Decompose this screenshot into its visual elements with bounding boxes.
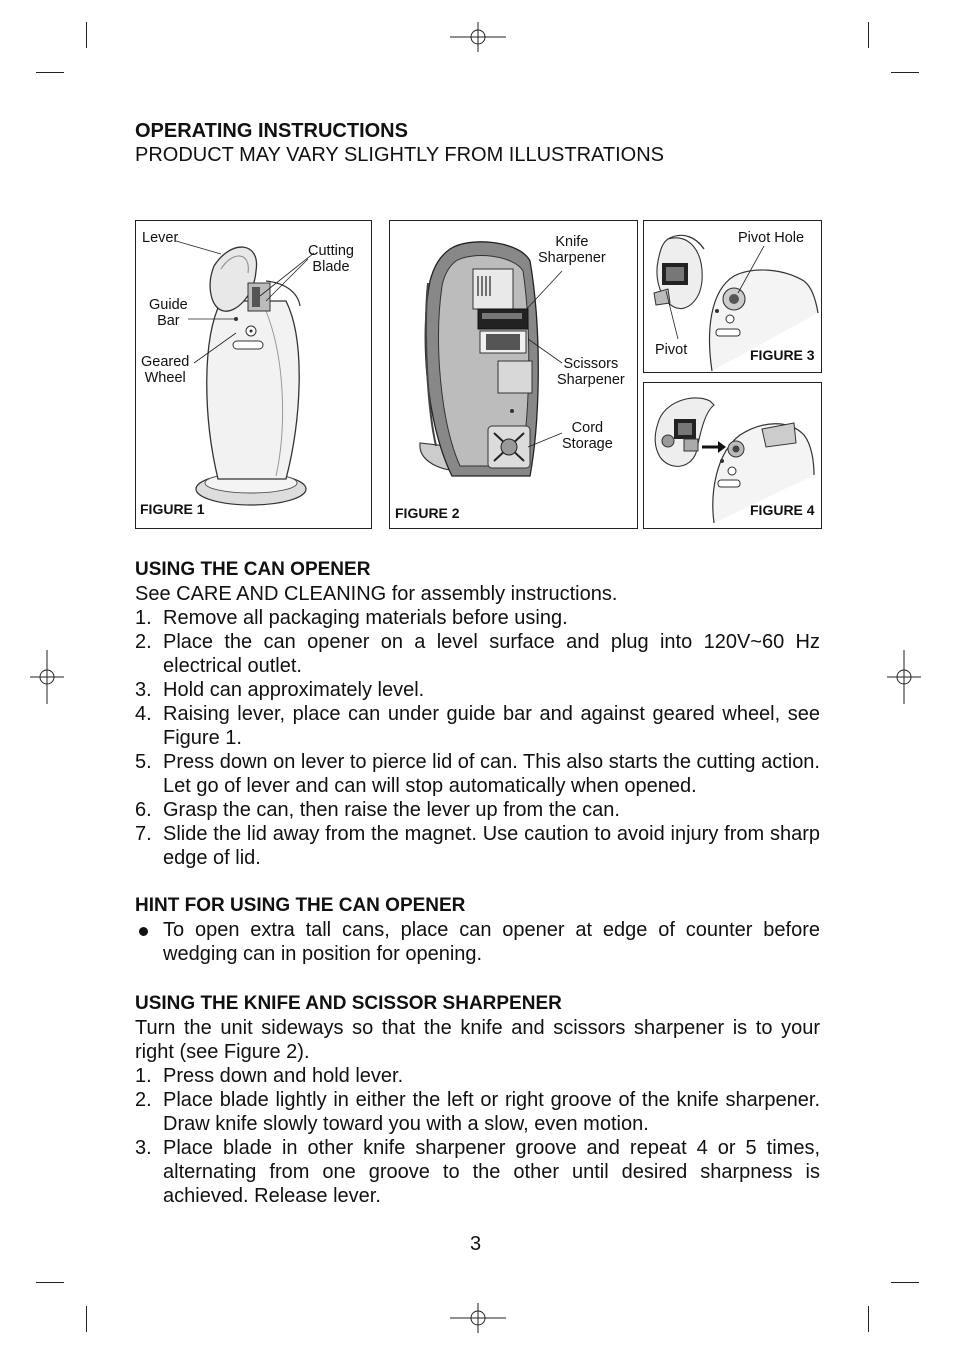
section-hint	[135, 894, 820, 966]
callout-geared-wheel: Geared Wheel	[141, 354, 190, 386]
figure-4	[643, 382, 822, 529]
crop-mark	[36, 1282, 64, 1283]
list-item: 3. Hold can approximately level.	[135, 679, 425, 701]
crop-mark	[868, 22, 869, 48]
section-sharpener	[135, 992, 820, 1208]
registration-mark-top	[450, 22, 506, 52]
figure-3-label: FIGURE 3	[750, 347, 815, 363]
page-title: OPERATING INSTRUCTIONS	[135, 120, 408, 142]
list-item: 7. Slide the lid away from the magnet. Use caution to avoid injury from sharp edge of lid.	[135, 823, 820, 869]
list-item: To open extra tall cans, place can opener at edge of counter before wedging can in position for opening.	[135, 918, 820, 966]
steps-list	[135, 606, 820, 870]
figure-1-label: FIGURE 1	[140, 501, 205, 517]
section-heading: HINT FOR USING THE CAN OPENER	[135, 895, 466, 916]
callout-cutting-blade: Cutting Blade	[308, 243, 354, 275]
crop-mark	[891, 72, 919, 73]
section-heading: USING THE CAN OPENER	[135, 559, 371, 580]
list-item: 4. Raising lever, place can under guide bar and against geared wheel, see Figure 1.	[135, 703, 820, 749]
callout-guide-bar: Guide Bar	[149, 297, 188, 329]
callout-pivot-hole: Pivot Hole	[738, 230, 805, 246]
list-item: 6. Grasp the can, then raise the lever up from the can.	[135, 799, 620, 821]
figure-1	[135, 220, 372, 529]
list-item: 2. Place the can opener on a level surface and plug into 120V~60 Hz electrical outlet.	[135, 631, 820, 677]
list-item: 5. Press down on lever to pierce lid of can. This also starts the cutting action. Let go of lever and can will stop automatically when opened.	[135, 751, 820, 797]
figure-2-label: FIGURE 2	[395, 505, 460, 521]
page-subtitle: PRODUCT MAY VARY SLIGHTLY FROM ILLUSTRATIONS	[135, 144, 665, 166]
figure-4-label: FIGURE 4	[750, 502, 815, 518]
registration-mark-right	[887, 650, 921, 704]
callout-lever: Lever	[142, 230, 179, 246]
crop-mark	[891, 1282, 919, 1283]
list-item: 1. Remove all packaging materials before using.	[135, 607, 568, 629]
callout-cord-storage: Cord Storage	[562, 420, 613, 452]
crop-mark	[86, 22, 87, 48]
crop-mark	[868, 1306, 869, 1332]
section-intro: Turn the unit sideways so that the knife and scissors sharpener is to your right (see Figure 2).	[135, 1017, 820, 1063]
section-using-can-opener	[135, 558, 820, 870]
section-heading: USING THE KNIFE AND SCISSOR SHARPENER	[135, 993, 562, 1014]
list-item: 1. Press down and hold lever.	[135, 1065, 404, 1087]
crop-mark	[36, 72, 64, 73]
registration-mark-left	[30, 650, 64, 704]
hint-list	[135, 918, 820, 966]
section-intro: See CARE AND CLEANING for assembly instructions.	[135, 583, 618, 605]
steps-list	[135, 1064, 820, 1208]
callout-pivot: Pivot	[655, 342, 688, 358]
list-item: 3. Place blade in other knife sharpener groove and repeat 4 or 5 times, alternating from one groove to the other until desired sharpness is achieved. Release lever.	[135, 1137, 820, 1207]
figure-3	[643, 220, 822, 373]
figure-2	[389, 220, 638, 529]
crop-mark	[86, 1306, 87, 1332]
registration-mark-bottom	[450, 1303, 506, 1333]
list-item: 2. Place blade lightly in either the left or right groove of the knife sharpener. Draw knife slowly toward you with a slow, even motion.	[135, 1089, 820, 1135]
callout-knife-sharpener: Knife Sharpener	[538, 234, 606, 266]
bullet-icon	[139, 927, 148, 936]
callout-scissors-sharpener: Scissors Sharpener	[557, 356, 625, 388]
page-number: 3	[470, 1233, 482, 1255]
